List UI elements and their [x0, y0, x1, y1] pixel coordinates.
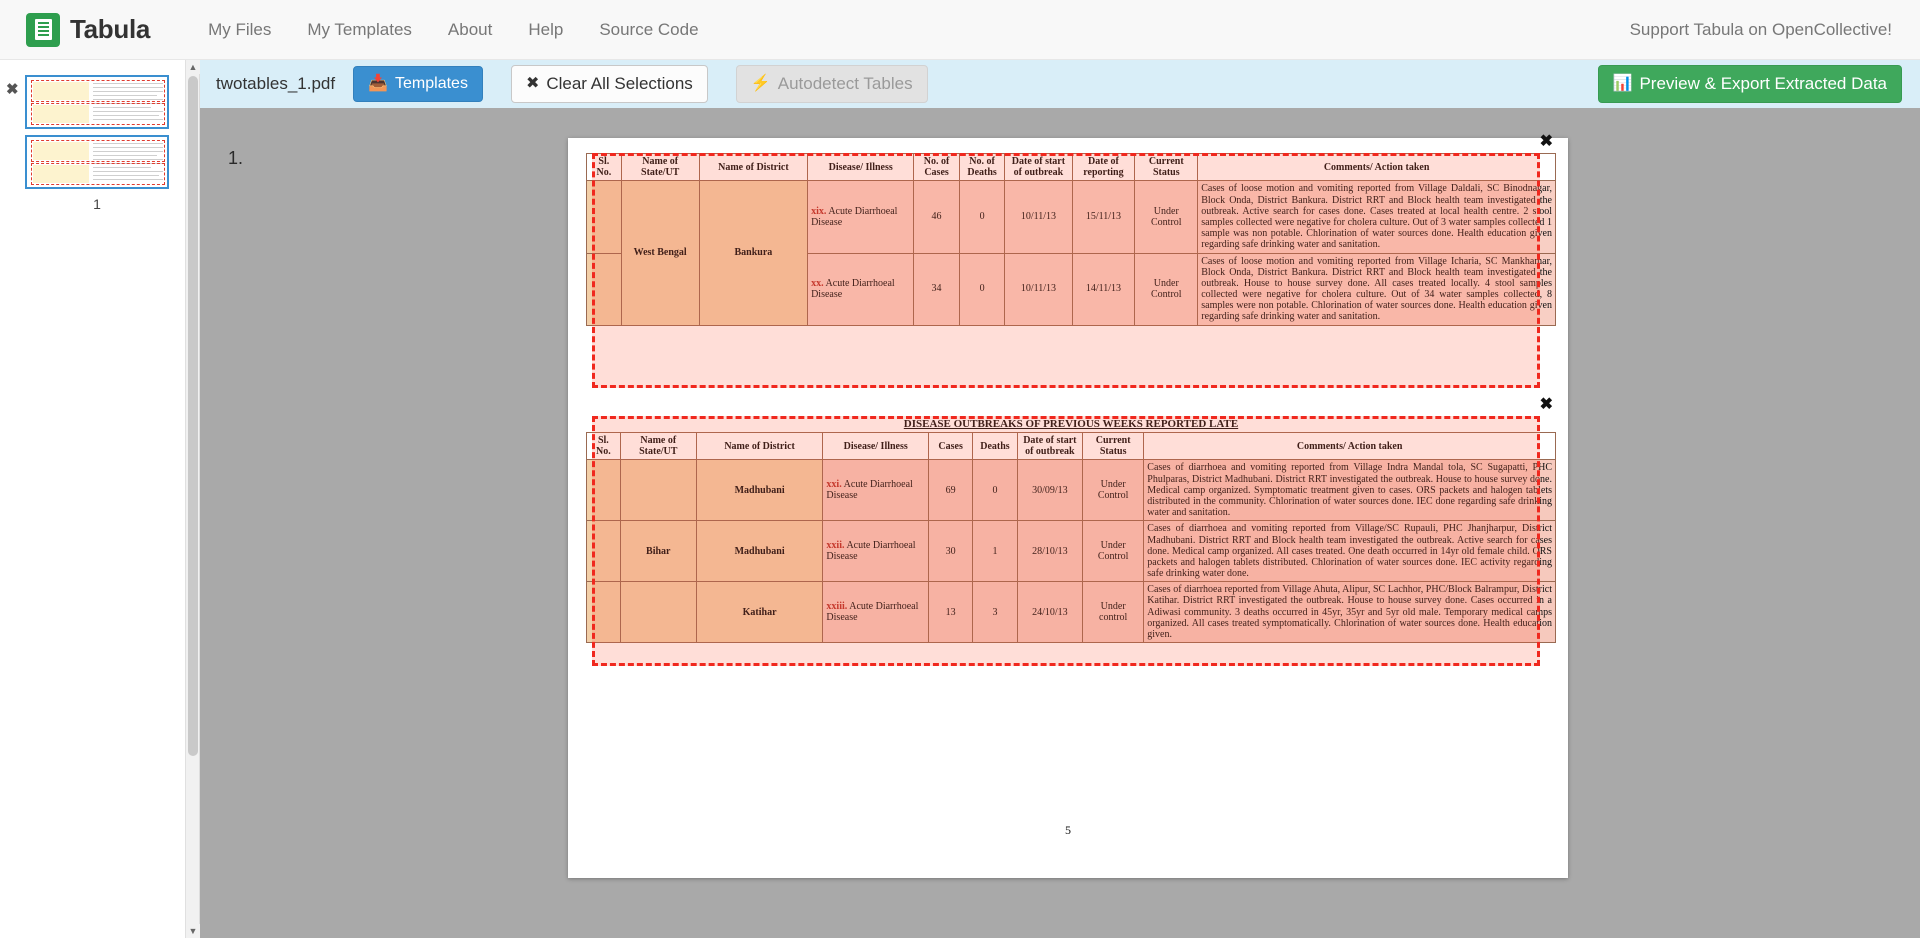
roman-numeral: xxiii.: [826, 601, 848, 613]
th-state: Name of State/UT: [621, 154, 699, 181]
th-disease: Disease/ Illness: [808, 154, 914, 181]
cell-status: Under Control: [1083, 521, 1144, 582]
th-start: Date of start of outbreak: [1017, 433, 1082, 460]
roman-numeral: xx.: [811, 277, 824, 289]
disease-name: Acute Diarrhoeal Disease: [811, 205, 898, 228]
cell-comments: Cases of diarrhoea and vomiting reported from Village Indra Mandal tola, SC Sugapatti, PHC Phulparas, District Madhubani. District RRT investigated the outbreak. House to house survey done. Medical camp organized. Symptomatic treatment given to cases. ORS packets and halogen tablets distributed in the community. Chlorination of water sources done. IEC done regarding safe drinking water and sanitation.: [1144, 460, 1556, 521]
clear-all-selections-button[interactable]: [511, 65, 708, 103]
page-thumbnail-sidebar: [0, 60, 200, 938]
cell-start-date: 30/09/13: [1017, 460, 1082, 521]
pdf-page-number: 5: [1065, 823, 1071, 837]
cell-start-date: 10/11/13: [1005, 253, 1072, 325]
th-reporting: Date of reporting: [1072, 154, 1135, 181]
th-deaths: Deaths: [973, 433, 1017, 460]
remove-selection-1-icon[interactable]: ✖: [1539, 133, 1553, 150]
pdf-page[interactable]: [568, 133, 1568, 878]
cell-district: Bankura: [699, 181, 807, 325]
table-selection-2[interactable]: [592, 396, 1553, 666]
clear-all-selections-label: Clear All Selections: [546, 74, 693, 93]
cell-status: Under Control: [1135, 253, 1198, 325]
thumbnail-selection-box: [31, 103, 165, 125]
disease-name: Acute Diarrhoeal Disease: [811, 277, 895, 301]
th-disease: Disease/ Illness: [823, 433, 929, 460]
preview-export-label: Preview & Export Extracted Data: [1639, 74, 1887, 93]
cell-start-date: 28/10/13: [1017, 521, 1082, 582]
cell-report-date: 15/11/13: [1072, 181, 1135, 253]
cell-cases: 69: [928, 460, 972, 521]
cell-comments: Cases of diarrhoea and vomiting reported from Village/SC Rupauli, PHC Jhanjharpur, District Madhubani. District RRT and Block health team investigated the outbreak. Active search for cases done. Medical camp organized. All cases treated. One death occurred in 14yr old female child. ORS packets and halogen tablets distributed. Chlorination of water sources done. IEC activity regarding safe drinking water done.: [1144, 521, 1556, 582]
remove-selection-2-icon[interactable]: ✖: [1539, 396, 1553, 413]
tabula-logo-icon: [26, 13, 60, 47]
cell-comments: Cases of loose motion and vomiting reported from Village Icharia, SC Mankhamar, Block Onda, District Bankura. District RRT and Block health team investigated the outbreak. House to house survey done. All cases treated locally. 4 stool samples collected were negative for cholera culture. Out of 34 water samples collected, 8 samples were non potable. Chlorination of water sources done. Health education given regarding safe drinking water and sanitation.: [1198, 253, 1556, 325]
th-district: Name of District: [696, 433, 823, 460]
cell-status: Under Control: [1083, 460, 1144, 521]
thumbnail-page-label: 1: [93, 196, 101, 212]
th-sl-no: Sl. No.: [587, 154, 622, 181]
th-state: Name of State/UT: [620, 433, 696, 460]
scroll-down-icon[interactable]: ▼: [186, 924, 200, 938]
cell-report-date: 14/11/13: [1072, 253, 1135, 325]
nav-link-my-files[interactable]: My Files: [208, 19, 272, 39]
cell-cases: 13: [928, 582, 972, 643]
cell-status: Under Control: [1135, 181, 1198, 253]
nav-link-help[interactable]: Help: [528, 19, 564, 39]
clear-circle-icon: ✖: [525, 75, 540, 92]
roman-numeral: xxii.: [826, 540, 845, 552]
disease-name: Acute Diarrhoeal Disease: [826, 479, 913, 502]
cell-cases: 46: [914, 181, 960, 253]
th-sl-no: Sl. No.: [587, 433, 621, 460]
cell-status: Under control: [1083, 582, 1144, 643]
disease-name: Acute Diarrhoeal Disease: [826, 540, 916, 563]
close-sidebar-icon[interactable]: ✖: [6, 81, 19, 98]
cell-district: Madhubani: [696, 521, 823, 582]
cell-deaths: 1: [973, 521, 1017, 582]
cell-cases: 30: [928, 521, 972, 582]
cell-deaths: 0: [973, 460, 1017, 521]
nav-link-about[interactable]: About: [447, 19, 493, 39]
cell-district: Madhubani: [696, 460, 823, 521]
scroll-up-icon[interactable]: ▲: [186, 60, 200, 74]
cell-deaths: 0: [959, 253, 1005, 325]
cell-deaths: 3: [973, 582, 1017, 643]
th-comments: Comments/ Action taken: [1144, 433, 1556, 460]
nav-links: [190, 0, 716, 60]
cell-cases: 34: [914, 253, 960, 325]
cell-district: Katihar: [696, 582, 823, 643]
lightning-icon: ⚡: [750, 75, 771, 92]
selection-index-label: 1.: [228, 148, 244, 168]
brand[interactable]: [26, 13, 150, 47]
disease-name: Acute Diarrhoeal Disease: [826, 601, 919, 624]
autodetect-tables-label: Autodetect Tables: [777, 74, 913, 93]
cell-start-date: 24/10/13: [1017, 582, 1082, 643]
autodetect-tables-button[interactable]: [736, 65, 928, 103]
sidebar-scrollbar-thumb[interactable]: [188, 76, 198, 756]
th-comments: Comments/ Action taken: [1198, 154, 1556, 181]
cell-comments: Cases of loose motion and vomiting reported from Village Daldali, SC Binodnagar, Block Onda, District Bankura. District RRT and Block health team investigated the outbreak. Active search for cases done. Cases treated at local health centre. 2 stool samples collected were negative for cholera culture. Out of 3 water samples collected 1 sample was non potable. Chlorination of water sources done. Health education given regarding safe drinking water and sanitation.: [1198, 181, 1556, 253]
th-start: Date of start of outbreak: [1005, 154, 1072, 181]
th-deaths: No. of Deaths: [959, 154, 1005, 181]
support-link[interactable]: Support Tabula on OpenCollective!: [1629, 19, 1892, 39]
sidebar-scrollbar[interactable]: [185, 60, 199, 938]
top-navbar: [0, 0, 1920, 60]
brand-name: Tabula: [70, 14, 151, 44]
cell-state: Bihar: [620, 521, 696, 582]
pdf-canvas-area[interactable]: [200, 108, 1920, 938]
templates-icon: 📥: [368, 75, 389, 92]
th-status: Current Status: [1083, 433, 1144, 460]
roman-numeral: xxi.: [826, 479, 842, 491]
th-cases: No. of Cases: [914, 154, 960, 181]
nav-link-source-code[interactable]: Source Code: [599, 19, 699, 39]
thumbnail-selection-box: [31, 80, 165, 102]
cell-state: West Bengal: [621, 181, 699, 325]
templates-button-label: Templates: [395, 75, 468, 92]
thumbnail-page-1[interactable]: [26, 76, 168, 128]
nav-link-my-templates[interactable]: My Templates: [307, 19, 412, 39]
thumbnail-page-1-current[interactable]: [26, 136, 168, 188]
cell-deaths: 0: [959, 181, 1005, 253]
thumbnail-selection-box: [31, 163, 165, 185]
th-district: Name of District: [699, 154, 807, 181]
cell-comments: Cases of diarrhoea reported from Village Ahuta, Alipur, SC Lachhor, PHC/Block Balrampur, District Katihar. District RRT investigated the outbreak. House to house survey done. Cases occurred in a Adiwasi community. 3 deaths occurred in 45yr, 35yr and 5yr old male. Temporary medical camps organized. All cases treated symptomatically. Chlorination of water sources done. Health education given.: [1144, 582, 1556, 643]
cell-start-date: 10/11/13: [1005, 181, 1072, 253]
thumbnail-selection-box: [31, 140, 165, 162]
filename-label: twotables_1.pdf: [216, 74, 336, 93]
table-export-icon: 📊: [1612, 75, 1633, 92]
th-status: Current Status: [1135, 154, 1198, 181]
thumbnail-list: [0, 60, 199, 212]
document-toolbar: [200, 60, 1920, 108]
templates-button[interactable]: [353, 66, 483, 102]
table-selection-1[interactable]: [592, 133, 1553, 388]
th-cases: Cases: [928, 433, 972, 460]
roman-numeral: xix.: [811, 205, 827, 217]
table-2-title: DISEASE OUTBREAKS OF PREVIOUS WEEKS REPORTED LATE: [903, 418, 1239, 430]
preview-export-button[interactable]: [1598, 65, 1902, 103]
